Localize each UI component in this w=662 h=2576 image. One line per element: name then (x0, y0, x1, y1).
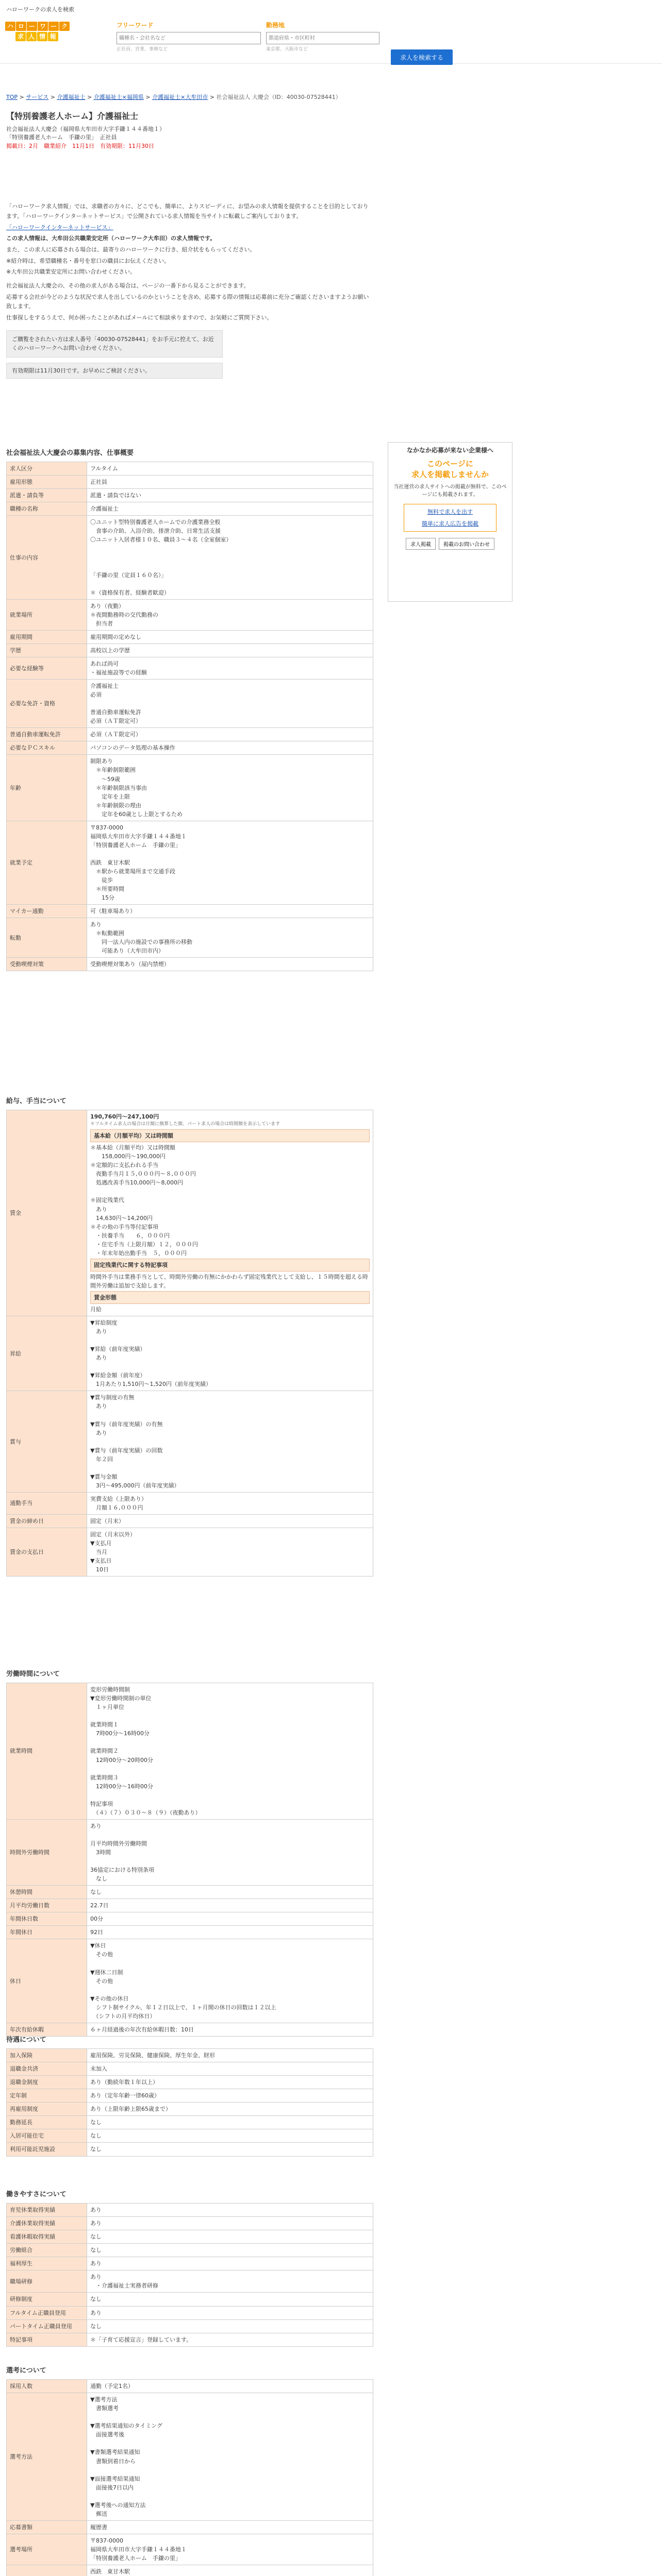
intro-p8: 仕事探しをするうえで、何か困ったことがあればメールにて相談承りますので、お気軽にご質問下さい。 (6, 314, 273, 321)
table-row (7, 2217, 373, 2230)
table-row (7, 2062, 373, 2076)
info-table (6, 2379, 373, 2576)
other-allowances: ＊その他の手当等付記事項 ・扶養手当 ６，０００円 ・住宅手当（上限月額）１２，０００円 ・年末年始出勤手当 ５，０００円 (90, 1223, 198, 1257)
row-key: 看護休暇取得実績 (7, 2230, 87, 2244)
row-key: 年齢 (7, 755, 87, 821)
intro-p7: 応募する会社が今どのような状況で求人を出しているのかということを含め、応募する際の情報は応募前に充分ご確認くださいますようお願い致します。 (6, 293, 369, 310)
table-row (7, 2230, 373, 2244)
row-key: 福利厚生 (7, 2257, 87, 2270)
site-logo[interactable] (5, 22, 93, 42)
table-row (7, 2393, 373, 2521)
logo-char: ワ (38, 22, 48, 31)
row-key: 休憩時間 (7, 1886, 87, 1899)
row-value: パソコンのデータ処理の基本操作 (87, 741, 373, 755)
table-row (7, 1926, 373, 1939)
row-value: 履歴書 (87, 2520, 373, 2534)
logo-char: 人 (26, 32, 37, 41)
ad-title: なかなか応募が来ない企業様へ (406, 447, 493, 454)
row-key: 派遣・請負等 (7, 489, 87, 502)
row-key: 介護休業取得実績 (7, 2217, 87, 2230)
table-row (7, 2204, 373, 2217)
row-value: 〒837-0000 福岡県大牟田市大字手鎌１４４番地１ 「特別養護老人ホーム 手鎌の里」 西鉄 東甘木駅 ＊駅から就業場所まで交通手段 徒歩 ＊所要時間 15分 (87, 821, 373, 904)
row-value: なし (87, 2319, 373, 2333)
pay-type: 月給 (90, 1306, 102, 1313)
row-value: あり (87, 2217, 373, 2230)
section-selection (6, 2366, 373, 2576)
row-key: 応募書類 (7, 2520, 87, 2534)
row-key: 選考方法 (7, 2393, 87, 2521)
row-value: なし (87, 2244, 373, 2257)
row-value: ▼休日 その他 ▼週休二日制 その他 ▼その他の休日 シフト制サイクル、年１２日以上で、１ヶ月間の休日の回数は１２以上 （シフトの月平均休日） (87, 1939, 373, 2023)
row-value: 固定（月末） (87, 1515, 373, 1528)
intro-p5: ※大牟田公共職業安定所にお問い合わせください。 (6, 268, 136, 276)
row-value (87, 1110, 373, 1316)
fixed-overtime: 時間外手当は業務手当として、時間外労働の有無にかかわらず固定残業代として支給し、１５時間を超える時間外労働は追加で支給します。 (90, 1273, 368, 1289)
logo-char: 求 (15, 32, 26, 41)
table-row (7, 1912, 373, 1926)
table-row (7, 2257, 373, 2270)
row-key: 利用可能託児施設 (7, 2143, 87, 2156)
logo-char: ハ (5, 22, 15, 31)
row-key: 普通自動車運転免許 (7, 728, 87, 741)
row-value: ▼賞与制度の有無 あり ▼賞与（前年度実績）の有無 あり ▼賞与（前年度実績）の回数 年２回 ▼賞与金額 3円～495,000円（前年度実績） (87, 1391, 373, 1493)
row-key: 転勤 (7, 918, 87, 958)
post-job-button[interactable]: 求人掲載 (406, 538, 436, 550)
employer-ad-box (388, 442, 512, 602)
salary-note: ＊フルタイム求人の場合は月額に換算した額、パート求人の場合は時間額を表示しています (90, 1122, 280, 1127)
row-value: 〇ユニット型特別養護老人ホームでの介護業務全般 食事の介助、入浴介助、排泄介助、日常生活支援 〇ユニット入居者様１０名、職員３～４名（全室個室） 「手鎌の里（定員１６０名）」 ＊（資格保有者、経験者歓迎） (87, 516, 373, 599)
row-key: 勤務延長 (7, 2116, 87, 2129)
breadcrumb-sep: > (209, 94, 217, 100)
table-row (7, 755, 373, 821)
table-row (7, 489, 373, 502)
job-summary (6, 110, 373, 379)
row-key: 退職金制度 (7, 2076, 87, 2089)
logo-char: ー (48, 22, 59, 31)
table-row (7, 2116, 373, 2129)
row-key: 再雇用制度 (7, 2103, 87, 2116)
table-row (7, 2143, 373, 2156)
table-row (7, 1939, 373, 2023)
breadcrumb-sep: > (87, 94, 94, 100)
row-key: 必要な経験等 (7, 657, 87, 679)
row-value: 高校以上の学歴 (87, 643, 373, 657)
section-hours (6, 1669, 373, 2037)
row-key: 賃金の締め日 (7, 1515, 87, 1528)
row-value: あり (87, 2306, 373, 2319)
row-value: 実費支給（上限あり） 月額１６,０００円 (87, 1492, 373, 1514)
freeword-input[interactable] (117, 32, 261, 44)
intro-p2: この求人情報は、大牟田公共職業安定所（ハローワーク大牟田）の求人情報です。 (6, 235, 216, 242)
row-value: 介護福祉士 (87, 502, 373, 516)
row-value: 〒837-0000 福岡県大牟田市大字手鎌１４４番地１ 「特別養護老人ホーム 手鎌の里」 (87, 2534, 373, 2565)
table-row (7, 1683, 373, 1820)
row-value: 制限あり ＊年齢制限範囲 ～59歳 ＊年齢制限該当事由 定年を上限 ＊年齢制限の理由 定年を60歳とし上限とするため (87, 755, 373, 821)
site-header (0, 19, 662, 64)
row-value: ▼昇給制度 あり ▼昇給（前年度実績） あり ▼昇給金額（前年度） 1月あたり1,510円～1,520円（前年度実績） (87, 1316, 373, 1391)
breadcrumb-sep: > (145, 94, 153, 100)
table-row (7, 2023, 373, 2036)
table-row (7, 905, 373, 918)
row-value: フルタイム (87, 462, 373, 476)
section-benefits (6, 2035, 373, 2157)
table-row (7, 502, 373, 516)
row-key: 昇給 (7, 1316, 87, 1391)
breadcrumb-item[interactable]: 介護福祉士 (57, 94, 86, 100)
table-row (7, 2089, 373, 2103)
row-key: 退職金共済 (7, 2062, 87, 2076)
table-row (7, 1391, 373, 1493)
row-key: 休日 (7, 1939, 87, 2023)
allowances: ＊定額的に支払われる手当 夜勤手当月１５,０００円～８,０００円 処遇改善手当10,000円～8,000円 ＊固定残業代 あり 14,630円～14,200円 (90, 1162, 196, 1222)
row-key: 特記事項 (7, 2333, 87, 2346)
breadcrumb-current: 社会福祉法人 大慶会（ID：40030-07528441） (216, 94, 341, 100)
table-row (7, 2380, 373, 2393)
row-key: 就業予定 (7, 821, 87, 904)
row-key: 採用人数 (7, 2380, 87, 2393)
breadcrumb-item[interactable]: TOP (6, 94, 18, 100)
row-key: 通勤手当 (7, 1492, 87, 1514)
job-title: 【特別養護老人ホーム】介護福祉士 (6, 111, 139, 121)
row-value: なし (87, 2129, 373, 2143)
row-value: 通勤（予定1名） (87, 2380, 373, 2393)
breadcrumb-item[interactable]: サービス (26, 94, 49, 100)
logo-char: ロ (16, 22, 26, 31)
row-value: 受動喫煙対策あり（屋内禁煙） (87, 958, 373, 971)
row-key: 定年制 (7, 2089, 87, 2103)
site-tagline: ハローワークの求人を検索 (6, 6, 74, 13)
ad-headline-2: 求人を掲載しませんか (411, 469, 489, 479)
row-value: 可（駐車場あり） (87, 905, 373, 918)
row-key: 職場研修 (7, 2270, 87, 2293)
easy-post-link[interactable]: 簡単に求人広告を掲載 (422, 520, 478, 527)
logo-char: 情 (37, 32, 47, 41)
row-key: 時間外労働時間 (7, 1819, 87, 1885)
row-value: あり（定年年齢一律60歳） (87, 2089, 373, 2103)
contact-button[interactable]: 掲載のお問い合わせ (439, 538, 494, 550)
logo-char: ク (59, 22, 70, 31)
job-number-note: ご購覧をされたい方は求人番号「40030-07528441」をお手元に控えて、お近くのハローワークへお問い合わせください。 (6, 330, 223, 358)
section-salary (6, 1096, 373, 1577)
row-value: あり（勤続年数１年以上） (87, 2076, 373, 2089)
table-row (7, 2293, 373, 2306)
place-input[interactable] (266, 32, 379, 44)
row-key: 年間休日 (7, 1926, 87, 1939)
row-value: 西鉄 東甘木駅 (87, 2565, 373, 2576)
row-value: あり（上限年齢上限65歳まで） (87, 2103, 373, 2116)
row-key: フルタイム正職員登用 (7, 2306, 87, 2319)
info-table (6, 462, 373, 971)
row-key (7, 2565, 87, 2576)
section-title: 給与、手当について (6, 1097, 67, 1105)
table-row (7, 680, 373, 728)
breadcrumb-item[interactable]: 介護福祉士×大牟田市 (152, 94, 208, 100)
row-value: なし (87, 2293, 373, 2306)
intro-p4: ※紹介時は、希望職種名・番号を窓口の職員にお伝えください。 (6, 257, 170, 264)
table-row (7, 2270, 373, 2293)
table-row (7, 1492, 373, 1514)
row-value: なし (87, 2143, 373, 2156)
table-row (7, 2319, 373, 2333)
row-value: ６ヶ月経過後の年次有給休暇日数：10日 (87, 2023, 373, 2036)
table-row (7, 476, 373, 489)
freeword-hint: 正社員、営業、事務など (117, 47, 168, 52)
search-button[interactable]: 求人を検索する (391, 49, 453, 65)
row-key: 月平均労働日数 (7, 1899, 87, 1912)
logo-char: ー (27, 22, 37, 31)
row-value: あり 月平均時間外労働時間 3時間 36協定における特別条項 なし (87, 1819, 373, 1885)
row-value: 固定（月末以外） ▼支払月 当月 ▼支払日 10日 (87, 1528, 373, 1577)
row-value: あり ＊転勤範囲 同一法人内の施設での事務所の移動 可能あり（大牟田市内） (87, 918, 373, 958)
table-row (7, 2333, 373, 2346)
table-row (7, 516, 373, 599)
section-work-environment (6, 2190, 373, 2347)
table-row (7, 1819, 373, 1885)
info-table (6, 2048, 373, 2156)
salary-range: 190,760円～247,100円 (90, 1113, 159, 1121)
ad-description: 当社運営の求人サイトへの掲載が無料で、このページにも掲載されます。 (393, 484, 507, 498)
job-office: 「特別養護老人ホーム 手鎌の里」 正社員 (6, 134, 117, 141)
basic-pay: ＊基本給（月額平均）又は時間額 158,000円～190,000円 (90, 1144, 175, 1160)
row-value: 00分 (87, 1912, 373, 1926)
search-form (117, 21, 431, 52)
table-row (7, 630, 373, 643)
table-row (7, 2565, 373, 2576)
place-label: 勤務地 (266, 22, 285, 29)
freeword-label: フリーワード (117, 22, 154, 29)
ad-links (404, 504, 496, 532)
row-key: 必要なＰＣスキル (7, 741, 87, 755)
row-key: 仕事の内容 (7, 516, 87, 599)
row-value: あれば尚可 ・福祉施設等での経験 (87, 657, 373, 679)
table-row (7, 821, 373, 904)
section-job-overview (6, 448, 373, 971)
expiry-note: 有効期限は11月30日です。お早めにご検討ください。 (6, 363, 223, 379)
table-row (7, 1899, 373, 1912)
table-row (7, 2103, 373, 2116)
row-key: 雇用期間 (7, 630, 87, 643)
row-key: 職種の名称 (7, 502, 87, 516)
row-key: 求人区分 (7, 462, 87, 476)
row-value: 92日 (87, 1926, 373, 1939)
pay-type-heading: 賃金形態 (90, 1291, 370, 1304)
row-value: あり (87, 2257, 373, 2270)
row-value: 派遣・請負ではない (87, 489, 373, 502)
row-value: なし (87, 2230, 373, 2244)
row-value: 変形労働時間制 ▼変形労働時間制の単位 １ヶ月単位 就業時間１ 7時00分～16時00分 就業時間２ 12時00分～20時00分 就業時間３ 12時00分～16時00分 特記事項 （４）（７）０３０～８（９）（夜勤あり） (87, 1683, 373, 1820)
row-value: ＊「子育て応援宣言」登録しています。 (87, 2333, 373, 2346)
table-row (7, 462, 373, 476)
info-table (6, 2203, 373, 2347)
row-key: 就業場所 (7, 599, 87, 630)
row-value: 雇用保険、労災保険、健康保険、厚生年金、財形 (87, 2049, 373, 2062)
row-key: マイカー通勤 (7, 905, 87, 918)
section-title: 働きやすさについて (6, 2191, 67, 2198)
table-row (7, 1886, 373, 1899)
row-key: 必要な免許・資格 (7, 680, 87, 728)
table-row (7, 958, 373, 971)
row-value: あり ・介護福祉士実務者研修 (87, 2270, 373, 2293)
fixed-overtime-heading: 固定残業代に関する特記事項 (90, 1259, 370, 1272)
row-key: 賃金の支払日 (7, 1528, 87, 1577)
row-value: あり (87, 2204, 373, 2217)
row-key: 就業時間 (7, 1683, 87, 1820)
row-value: なし (87, 1886, 373, 1899)
row-key: 年間休日数 (7, 1912, 87, 1926)
table-row (7, 657, 373, 679)
breadcrumb-sep: > (19, 94, 26, 100)
basic-pay-heading: 基本給（月額平均）又は時間額 (90, 1129, 370, 1142)
intro-p3: また、この求人に応募される場合は、最寄りのハローワークに行き、紹介状をもらってください。 (6, 246, 256, 253)
row-key: 年次有給休暇 (7, 2023, 87, 2036)
row-value: ▼選考方法 書類選考 ▼選考結果通知のタイミング 面接選考後 ▼書類選考結果通知 書類到着日から ▼面接選考結果通知 面接後7日以内 ▼選考後への通知方法 郵送 (87, 2393, 373, 2521)
place-hint: 東京都、大阪市など (266, 47, 308, 52)
row-value: 雇用期間の定めなし (87, 630, 373, 643)
row-key: 学歴 (7, 643, 87, 657)
job-company: 社会福祉法人大慶会（福岡県大牟田市大字手鎌１４４番地１） (6, 125, 165, 132)
row-key: 賞与 (7, 1391, 87, 1493)
row-key: 労働組合 (7, 2244, 87, 2257)
ad-headline-1: このページに (427, 459, 473, 468)
intro-text (6, 202, 373, 323)
row-value: 22.7日 (87, 1899, 373, 1912)
table-row (7, 1528, 373, 1577)
table-row (7, 1316, 373, 1391)
table-row (7, 741, 373, 755)
info-table (6, 1683, 373, 2037)
row-key: 受動喫煙対策 (7, 958, 87, 971)
breadcrumb-sep: > (50, 94, 57, 100)
row-key: 雇用形態 (7, 476, 87, 489)
table-row (7, 918, 373, 958)
row-key: 研修制度 (7, 2293, 87, 2306)
row-value: あり（夜勤） ＊夜間勤務時の交代勤務の 担当者 (87, 599, 373, 630)
row-key: 育児休業取得実績 (7, 2204, 87, 2217)
row-key: 加入保険 (7, 2049, 87, 2062)
table-row (7, 2049, 373, 2062)
row-key: 選考場所 (7, 2534, 87, 2565)
table-row (7, 599, 373, 630)
table-row (7, 2306, 373, 2319)
row-value: なし (87, 2116, 373, 2129)
table-row (7, 2520, 373, 2534)
table-row (7, 2534, 373, 2565)
table-row (7, 2076, 373, 2089)
table-row (7, 728, 373, 741)
info-table (6, 1110, 373, 1577)
row-key: 入居可能住宅 (7, 2129, 87, 2143)
table-row (7, 1110, 373, 1316)
row-value: 正社員 (87, 476, 373, 489)
section-title: 選考について (6, 2367, 46, 2375)
breadcrumb (6, 93, 341, 101)
job-dates: 掲載日：2月 職業紹介 11月1日 有効期限：11月30日 (6, 142, 154, 149)
free-post-link[interactable]: 無料で求人を出す (427, 508, 473, 515)
section-title: 待遇について (6, 2036, 46, 2044)
row-value: 必須（ＡＴ限定可） (87, 728, 373, 741)
table-row (7, 1515, 373, 1528)
section-title: 労働時間について (6, 1670, 60, 1678)
row-value: 未加入 (87, 2062, 373, 2076)
section-title: 社会福祉法人大慶会の募集内容、仕事概要 (6, 449, 134, 457)
row-key: パートタイム正職員登用 (7, 2319, 87, 2333)
intro-p6: 社会福祉法人大慶会の、その他の求人がある場合は、ページの一番下から見ることができます。 (6, 282, 250, 290)
row-value: 介護福祉士 必須 普通自動車運転免許 必須（ＡＴ限定可） (87, 680, 373, 728)
table-row (7, 2244, 373, 2257)
table-row (7, 2129, 373, 2143)
row-key: 賃金 (7, 1110, 87, 1316)
logo-char: 報 (48, 32, 58, 41)
breadcrumb-item[interactable]: 介護福祉士×福岡県 (93, 94, 144, 100)
table-row (7, 643, 373, 657)
intro-p1: 「ハローワーク求人情報」では、求職者の方々に、どこでも、簡単に、よりスピーディに、お望みの求人情報を提供することを目的としております。「ハローワークインターネットサービス」で公開されている求人情報を当サイトに転載しご案内しております。 (6, 203, 369, 219)
hellowork-link[interactable]: 「ハローワークインターネットサービス」 (6, 224, 113, 231)
